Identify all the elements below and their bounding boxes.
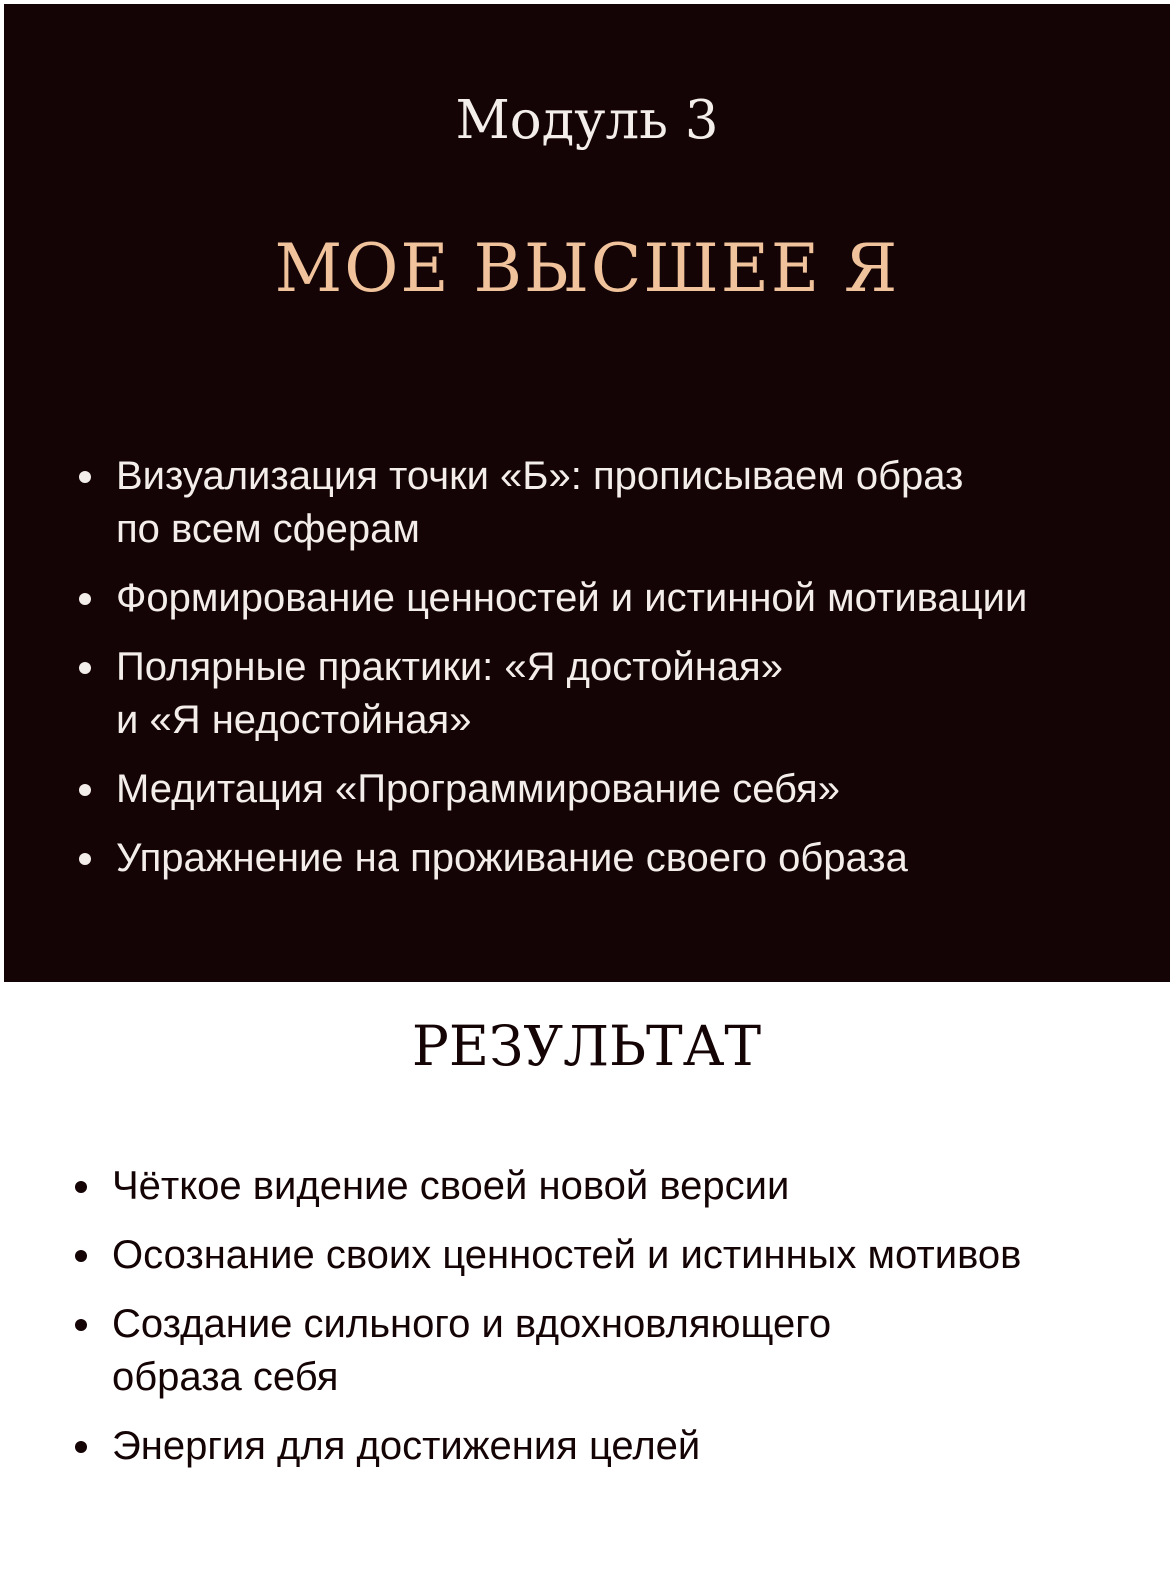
bullet-icon <box>75 1181 87 1193</box>
list-item <box>4 832 1170 885</box>
module-panel <box>4 4 1170 982</box>
list-item <box>0 1420 1173 1473</box>
bullet-icon <box>75 1441 87 1453</box>
list-item-line: Создание сильного и вдохновляющего <box>112 1302 832 1346</box>
list-item-line: Формирование ценностей и истинной мотивации <box>116 576 1028 620</box>
list-item-line: Визуализация точки «Б»: прописываем образ <box>116 454 964 498</box>
list-item-line: образа себя <box>112 1355 339 1399</box>
list-item-line: Осознание своих ценностей и истинных мотивов <box>112 1233 1022 1277</box>
module-title: МОЕ ВЫСШЕЕ Я <box>274 230 900 307</box>
list-item <box>4 641 1170 747</box>
module-label: Модуль 3 <box>455 90 719 151</box>
bullet-icon <box>79 471 91 483</box>
list-item-line: по всем сферам <box>116 507 420 551</box>
list-item-line: Чёткое видение своей новой версии <box>112 1164 790 1208</box>
bullet-icon <box>79 853 91 865</box>
result-list <box>0 1160 1173 1489</box>
bullet-icon <box>75 1319 87 1331</box>
bullet-icon <box>79 662 91 674</box>
program-list <box>4 450 1170 901</box>
list-item-line: и «Я недостойная» <box>116 698 472 742</box>
list-item <box>0 1229 1173 1282</box>
list-item-line: Медитация «Программирование себя» <box>116 767 840 811</box>
list-item <box>4 450 1170 556</box>
list-item-line: Энергия для достижения целей <box>112 1424 701 1468</box>
bullet-icon <box>75 1250 87 1262</box>
list-item <box>0 1298 1173 1404</box>
bullet-icon <box>79 593 91 605</box>
bullet-icon <box>79 784 91 796</box>
list-item-line: Упражнение на проживание своего образа <box>116 836 908 880</box>
list-item <box>4 572 1170 625</box>
list-item <box>0 1160 1173 1213</box>
list-item <box>4 763 1170 816</box>
list-item-line: Полярные практики: «Я достойная» <box>116 645 783 689</box>
result-title: РЕЗУЛЬТАТ <box>411 1014 762 1078</box>
